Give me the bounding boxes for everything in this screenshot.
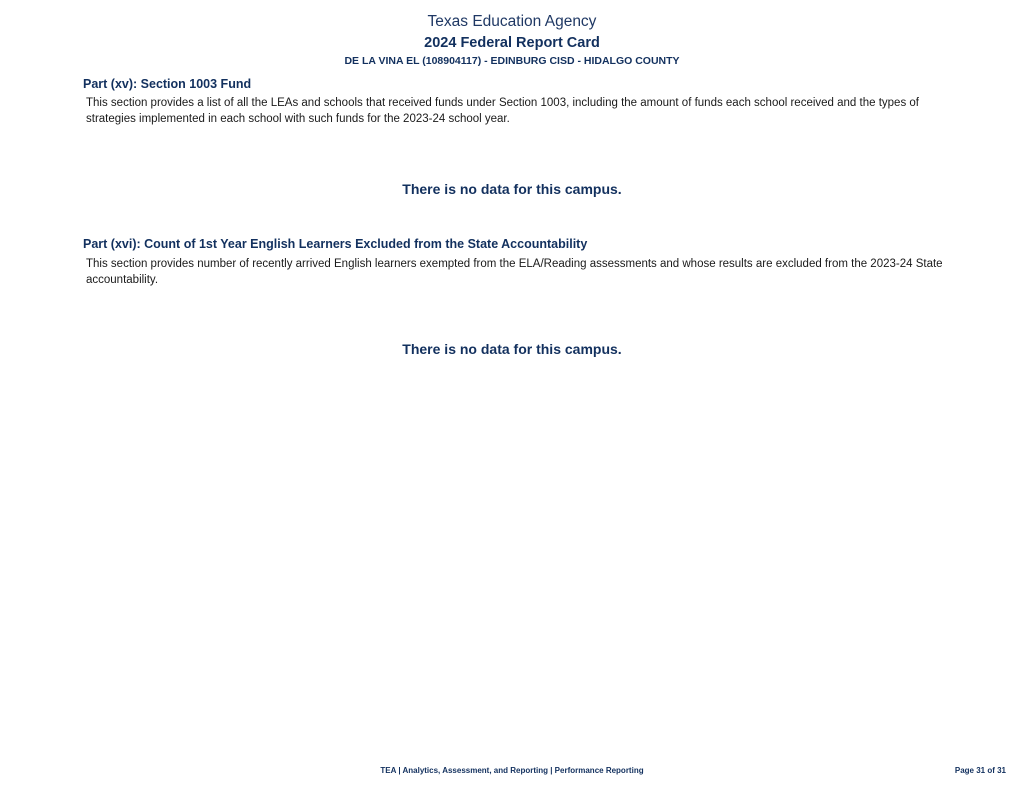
footer-attribution: TEA | Analytics, Assessment, and Reporting | Performance Reporting	[380, 766, 644, 775]
page-footer	[0, 766, 1024, 780]
section-heading-part-xvi: Part (xvi): Count of 1st Year English Learners Excluded from the State Accountability	[83, 237, 588, 251]
no-data-message-part-xv: There is no data for this campus.	[402, 181, 622, 197]
campus-identification: DE LA VINA EL (108904117) - EDINBURG CISD - HIDALGO COUNTY	[344, 55, 680, 67]
report-title: 2024 Federal Report Card	[424, 35, 600, 51]
section-description-part-xv: This section provides a list of all the LEAs and schools that received funds under Section 1003, including the amount of funds each school received and the types of strategies implemented in each school with such funds for the 2023-24 school year.	[86, 97, 919, 125]
section-description-part-xvi: This section provides number of recently arrived English learners exempted from the ELA/Reading assessments and whose results are excluded from the 2023-24 State accountability.	[86, 258, 943, 286]
section-heading-part-xv: Part (xv): Section 1003 Fund	[83, 77, 252, 91]
page-number: Page 31 of 31	[954, 766, 1006, 775]
page-header	[0, 0, 1024, 69]
agency-name: Texas Education Agency	[427, 13, 597, 30]
no-data-message-part-xvi: There is no data for this campus.	[402, 341, 622, 357]
